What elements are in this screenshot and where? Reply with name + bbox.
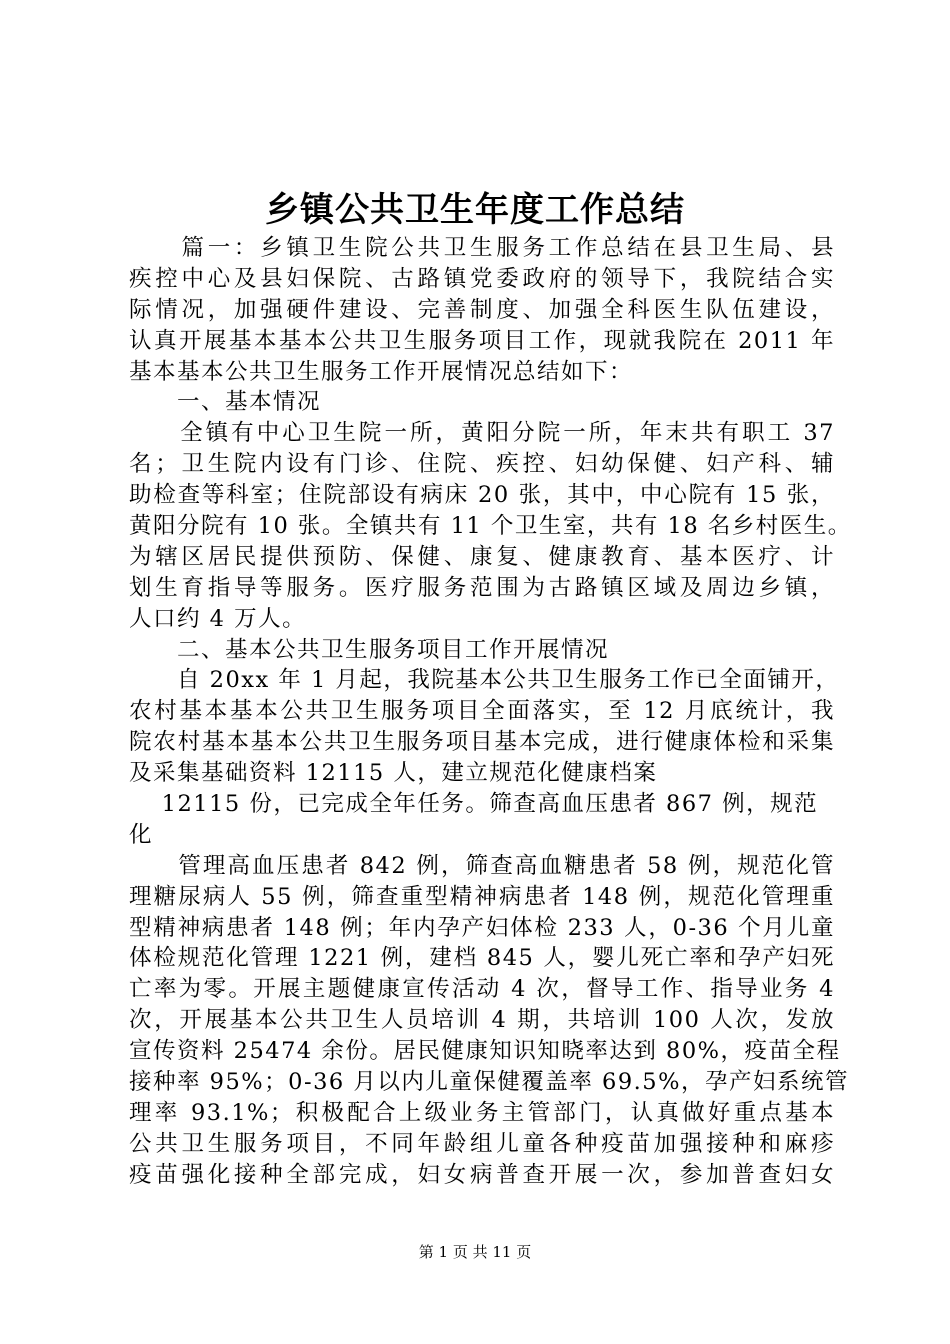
body-line: 12115 份，已完成全年任务。筛查高血压患者 867 例，规范 (129, 791, 819, 818)
body-line: 理糖尿病人 55 例，筛查重型精神病患者 148 例，规范化管理重 (129, 883, 835, 910)
body-line: 亡率为零。开展主题健康宣传活动 4 次，督导工作、指导业务 4 (129, 976, 835, 1003)
body-line: 农村基本基本公共卫生服务项目全面落实，至 12 月底统计，我 (129, 698, 835, 725)
body-line: 次，开展基本公共卫生人员培训 4 期，共培训 100 人次，发放 (129, 1007, 835, 1034)
body-line: 体检规范化管理 1221 例，建档 845 人，婴儿死亡率和孕产妇死 (129, 945, 835, 972)
body-line: 助检查等科室；住院部设有病床 20 张，其中，中心院有 15 张， (129, 482, 835, 509)
body-line: 公共卫生服务项目，不同年龄组儿童各种疫苗加强接种和麻疹 (129, 1130, 835, 1157)
body-line: 化 (129, 821, 154, 848)
body-line: 自 20xx 年 1 月起，我院基本公共卫生服务工作已全面铺开， (129, 667, 840, 694)
body-line: 疫苗强化接种全部完成，妇女病普查开展一次，参加普查妇女 (129, 1161, 835, 1188)
body-line: 划生育指导等服务。医疗服务范围为古路镇区域及周边乡镇， (129, 574, 835, 601)
body-line: 院农村基本基本公共卫生服务项目基本完成，进行健康体检和采集 (129, 729, 835, 756)
page-footer: 第 1 页 共 11 页 (418, 1243, 532, 1261)
body-line: 疾控中心及县妇保院、古路镇党委政府的领导下，我院结合实 (129, 265, 835, 292)
body-line: 宣传资料 25474 余份。居民健康知识知晓率达到 80%，疫苗全程 (129, 1038, 841, 1065)
body-line: 型精神病患者 148 例；年内孕产妇体检 233 人，0-36 个月儿童 (129, 914, 835, 941)
body-line: 篇一：乡镇卫生院公共卫生服务工作总结在县卫生局、县 (129, 235, 835, 261)
body-line: 黄阳分院有 10 张。全镇共有 11 个卫生室，共有 18 名乡村医生。 (129, 513, 852, 540)
body-line: 接种率 95%；0-36 月以内儿童保健覆盖率 69.5%，孕产妇系统管 (129, 1069, 849, 1096)
body-line: 全镇有中心卫生院一所，黄阳分院一所，年末共有职工 37 (129, 420, 835, 447)
document-body (129, 233, 852, 1191)
body-line: 际情况，加强硬件建设、完善制度、加强全科医生队伍建设， (129, 296, 835, 323)
body-line: 人口约 4 万人。 (129, 605, 307, 632)
body-line: 基本基本公共卫生服务工作开展情况总结如下： (129, 358, 634, 385)
body-line: 管理高血压患者 842 例，筛查高血糖患者 58 例，规范化管 (129, 852, 835, 879)
body-line: 及采集基础资料 12115 人，建立规范化健康档案 (129, 760, 658, 787)
body-line: 理率 93.1%；积极配合上级业务主管部门，认真做好重点基本 (129, 1099, 835, 1126)
body-line: 二、基本公共卫生服务项目工作开展情况 (129, 636, 610, 663)
body-line: 一、基本情况 (129, 389, 322, 416)
body-line: 认真开展基本基本公共卫生服务项目工作，现就我院在 2011 年 (129, 327, 835, 354)
body-line: 名；卫生院内设有门诊、住院、疾控、妇幼保健、妇产科、辅 (129, 451, 835, 478)
body-line: 为辖区居民提供预防、保健、康复、健康教育、基本医疗、计 (129, 543, 835, 570)
document-title: 乡镇公共卫生年度工作总结 (265, 190, 685, 230)
